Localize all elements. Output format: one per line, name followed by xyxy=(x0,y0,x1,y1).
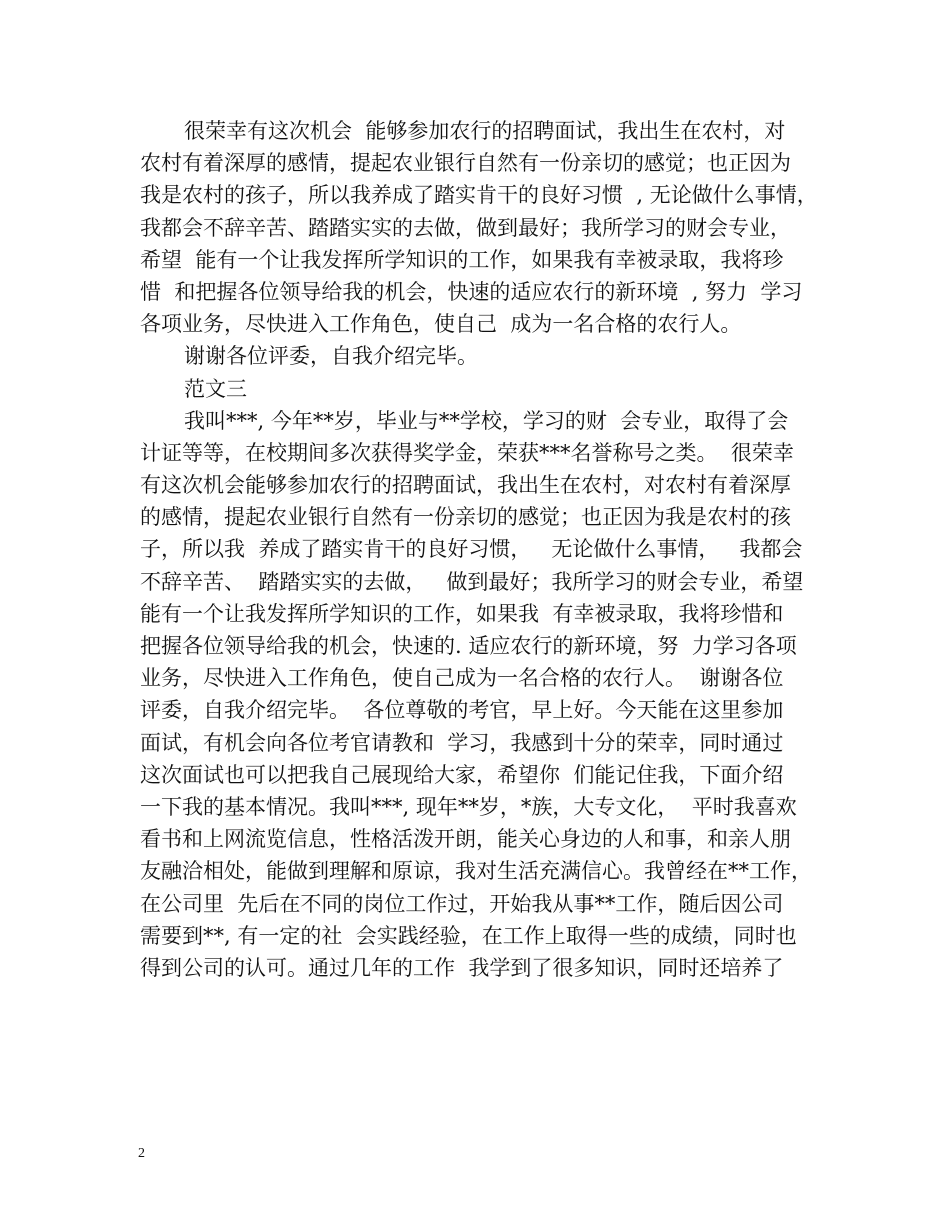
text-line: 谢谢各位评委，自我介绍完毕。 xyxy=(184,344,478,369)
text-line: 惜 和把握各位领导给我的机会，快速的适应农行的新环境 , 努力 学习 xyxy=(140,279,803,304)
text-line: 不辞辛苦、 踏踏实实的去做， 做到最好；我所学习的财会专业，希望 xyxy=(140,569,804,594)
text-line: 能有一个让我发挥所学知识的工作，如果我 有幸被录取，我将珍惜和 xyxy=(140,601,784,626)
body-text xyxy=(140,115,830,984)
text-line: 子，所以我 养成了踏实肯干的良好习惯， 无论做什么事情， 我都会 xyxy=(140,537,803,562)
text-line: 友融洽相处，能做到理解和原谅，我对生活充满信心。我曾经在**工作， xyxy=(140,859,812,884)
text-line: 有这次机会能够参加农行的招聘面试，我出生在农村，对农村有着深厚 xyxy=(140,473,791,498)
text-line: 得到公司的认可。通过几年的工作 我学到了很多知识，同时还培养了 xyxy=(140,955,784,980)
text-line: 农村有着深厚的感情，提起农业银行自然有一份亲切的感觉；也正因为 xyxy=(140,151,791,176)
text-line: 希望 能有一个让我发挥所学知识的工作，如果我有幸被录取，我将珍 xyxy=(140,247,784,272)
text-line: 我都会不辞辛苦、踏踏实实的去做，做到最好；我所学习的财会专业， xyxy=(140,215,791,240)
text-line: 很荣幸有这次机会 能够参加农行的招聘面试，我出生在农村，对 xyxy=(184,119,786,143)
section-heading: 范文三 xyxy=(184,376,247,401)
text-line: 需要到**, 有一定的社 会实践经验，在工作上取得一些的成绩，同时也 xyxy=(140,923,797,948)
text-line: 面试，有机会向各位考官请教和 学习，我感到十分的荣幸，同时通过 xyxy=(140,730,784,755)
text-line: 各项业务，尽快进入工作角色，使自己 成为一名合格的农行人。 xyxy=(140,312,742,337)
text-line: 我是农村的孩子，所以我养成了踏实肯干的良好习惯 , 无论做什么事情， xyxy=(140,183,818,208)
text-line: 这次面试也可以把我自己展现给大家，希望你 们能记住我，下面介绍 xyxy=(140,762,784,787)
text-line: 一下我的基本情况。我叫***, 现年**岁，*族，大专文化， 平时我喜欢 xyxy=(140,794,797,819)
text-line: 把握各位领导给我的机会，快速的. 适应农行的新环境，努 力学习各项 xyxy=(140,634,797,658)
text-line: 在公司里 先后在不同的岗位工作过，开始我从事**工作，随后因公司 xyxy=(140,891,784,916)
text-line: 我叫***, 今年**岁，毕业与**学校，学习的财 会专业，取得了会 xyxy=(184,408,789,433)
page-number: 2 xyxy=(138,1146,145,1161)
text-line: 看书和上网流览信息，性格活泼开朗，能关心身边的人和事，和亲人朋 xyxy=(140,827,791,852)
text-line: 评委，自我介绍完毕。 各位尊敬的考官，早上好。今天能在这里参加 xyxy=(140,698,784,723)
text-line: 业务，尽快进入工作角色，使自己成为一名合格的农行人。 谢谢各位 xyxy=(140,666,784,691)
text-line: 的感情，提起农业银行自然有一份亲切的感觉；也正因为我是农村的孩 xyxy=(140,505,791,530)
text-line: 计证等等，在校期间多次获得奖学金，荣获***名誉称号之类。 很荣幸 xyxy=(140,440,794,465)
